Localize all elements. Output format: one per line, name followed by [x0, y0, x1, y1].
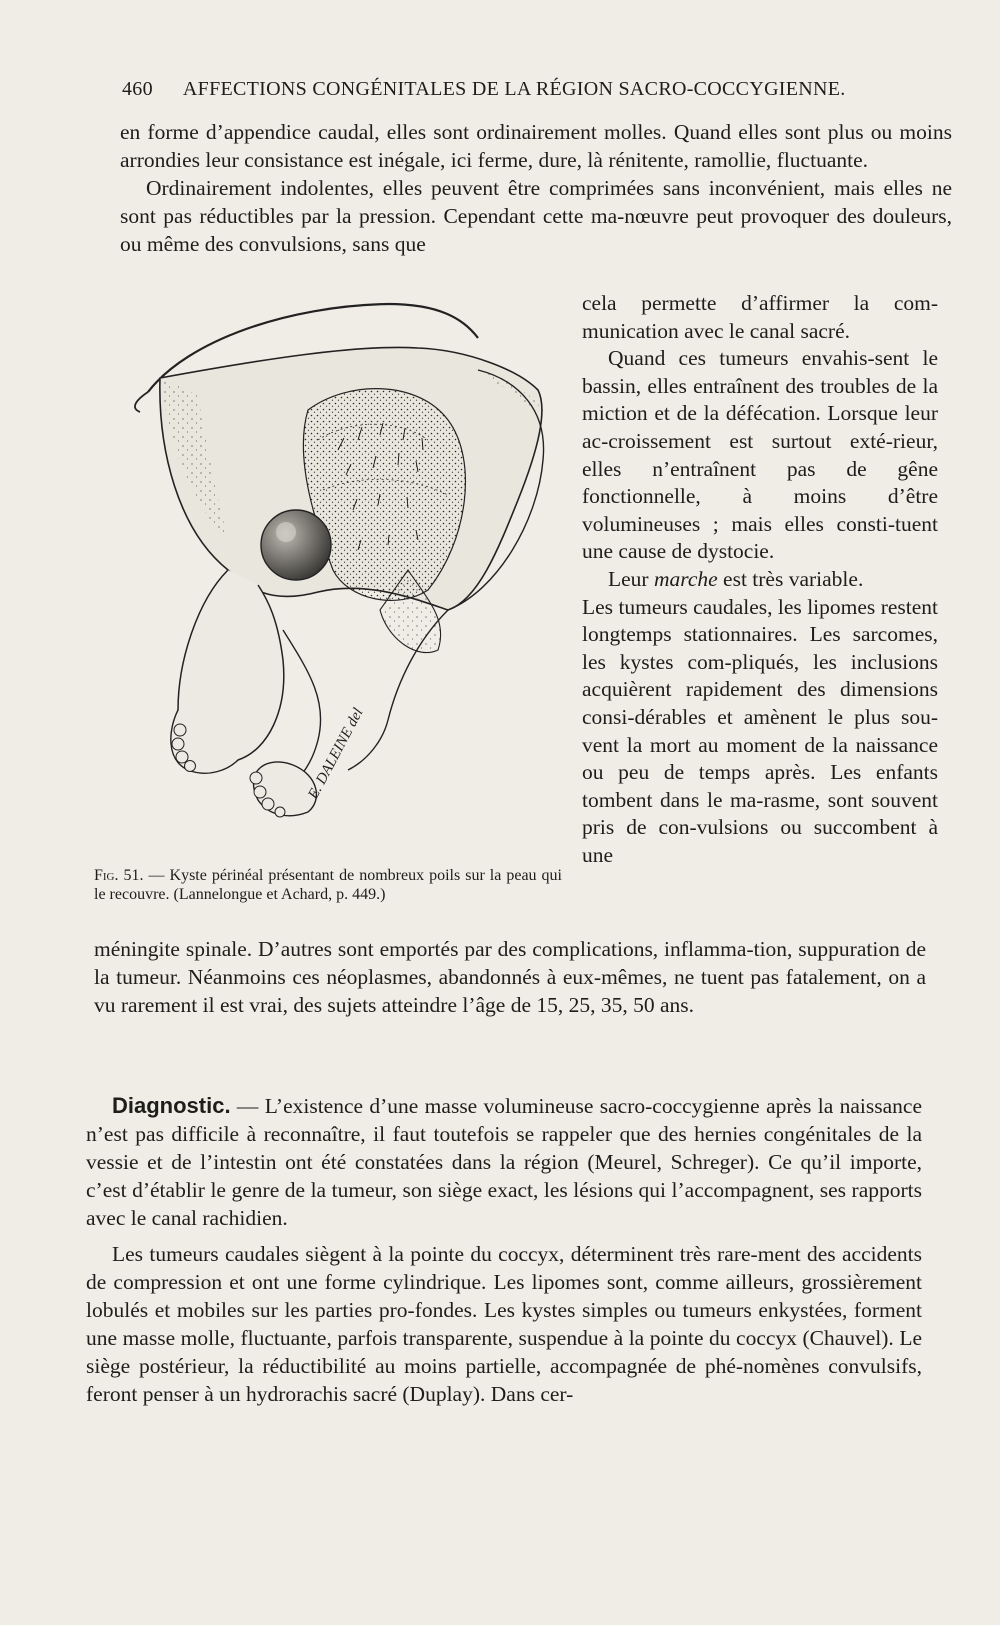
figure-51 [118, 300, 588, 860]
figure-caption-text: — Kyste périnéal présentant de nombreux poils sur la peau qui le recouvre. (Lannelongue et Achard, p. 449.) [94, 867, 562, 903]
anatomical-illustration-icon [118, 300, 588, 860]
running-title: AFFECTIONS CONGÉNITALES DE LA RÉGION SACRO-COCCYGIENNE. [182, 78, 846, 100]
diagnostic-intro: — L’existence d’une masse volumineuse sacro-coccygienne après la naissance n’est pas difficile à reconnaître, il faut toutefois se rappeler que des hernies congénitales de la vessie et de l’intestin ont été constatées dans la région (Meurel, Schreger). Ce qu’il importe, c’est d’établir le genre de la tumeur, son siège exact, les lésions qui l’accompagnent, ses rapports avec le canal rachidien. [86, 1094, 922, 1230]
page-number: 460 [122, 78, 153, 100]
running-header [122, 78, 902, 101]
illustrator-signature: E. DALEINE del [305, 705, 367, 802]
paragraph-diagnostic [86, 1092, 922, 1232]
diagnostic-section [86, 1092, 922, 1408]
paragraph-communication: cela permette d’affirmer la com-munication avec le canal sacré. [582, 291, 938, 343]
paragraph-consistance: en forme d’appendice caudal, elles sont ordinairement molles. Quand elles sont plus ou moins arrondies leur consistance est inégale, ici ferme, dure, là rénitente, ramollie, fluctuante. [120, 120, 952, 172]
top-text-block [120, 118, 952, 258]
figure-caption [94, 866, 562, 904]
marche-before: Leur [608, 566, 654, 591]
figure-label: Fig. 51. [94, 867, 144, 884]
paragraph-marche [582, 566, 938, 594]
paragraph-meningite: méningite spinale. D’autres sont emportés par des complications, inflamma-tion, suppuration de la tumeur. Néanmoins ces néoplasmes, abandonnés à eux-mêmes, ne tuent pas fatalement, on a vu rarement il est vrai, des sujets atteindre l’âge de 15, 25, 35, 50 ans. [94, 937, 926, 1017]
marche-after: est très variable. [717, 566, 864, 591]
paragraph-bassin: Quand ces tumeurs envahis-sent le bassin, elles entraînent des troubles de la miction et de la défécation. Lorsque leur ac-croissement est surtout exté-rieur, elles n’entraînent pas de gêne fonctionnelle, à moins d’être volumineuses ; mais elles consti-tuent une cause de dystocie. [582, 346, 938, 564]
middle-text-block [94, 935, 926, 1019]
paragraph-tumeurs-caudales: Les tumeurs caudales siègent à la pointe du coccyx, déterminent très rare-ment des accidents de compression et ont une forme cylindrique. Les lipomes sont, comme ailleurs, grossièrement lobulés et mobiles sur les parties pro-fondes. Les kystes simples ou tumeurs enkystées, forment une masse molle, fluctuante, parfois transparente, suspendue à la pointe du coccyx (Chauvel). Le siège postérieur, la réductibilité au moins partielle, accompagnée de phé-nomènes convulsifs, feront penser à un hydrorachis sacré (Duplay). Dans cer- [86, 1242, 922, 1406]
paragraph-sarcomes: Les tumeurs caudales, les lipomes restent longtemps stationnaires. Les sarcomes, les kystes com-pliqués, les inclusions acquièrent rapidement des dimensions consi-dérables et amènent le plus sou-vent la mort au moment de la naissance ou peu de temps après. Les enfants tombent dans le ma-rasme, sont souvent pris de con-vulsions ou succombent à une [582, 594, 938, 867]
section-heading-diagnostic: Diagnostic. [112, 1093, 231, 1118]
side-text-block [582, 290, 938, 869]
marche-emphasis: marche [653, 566, 718, 591]
paragraph-indolentes: Ordinairement indolentes, elles peuvent être comprimées sans inconvénient, mais elles ne sont pas réductibles par la pression. Cependant cette ma-nœuvre peut provoquer des douleurs, ou même des convulsions, sans que [120, 176, 952, 256]
